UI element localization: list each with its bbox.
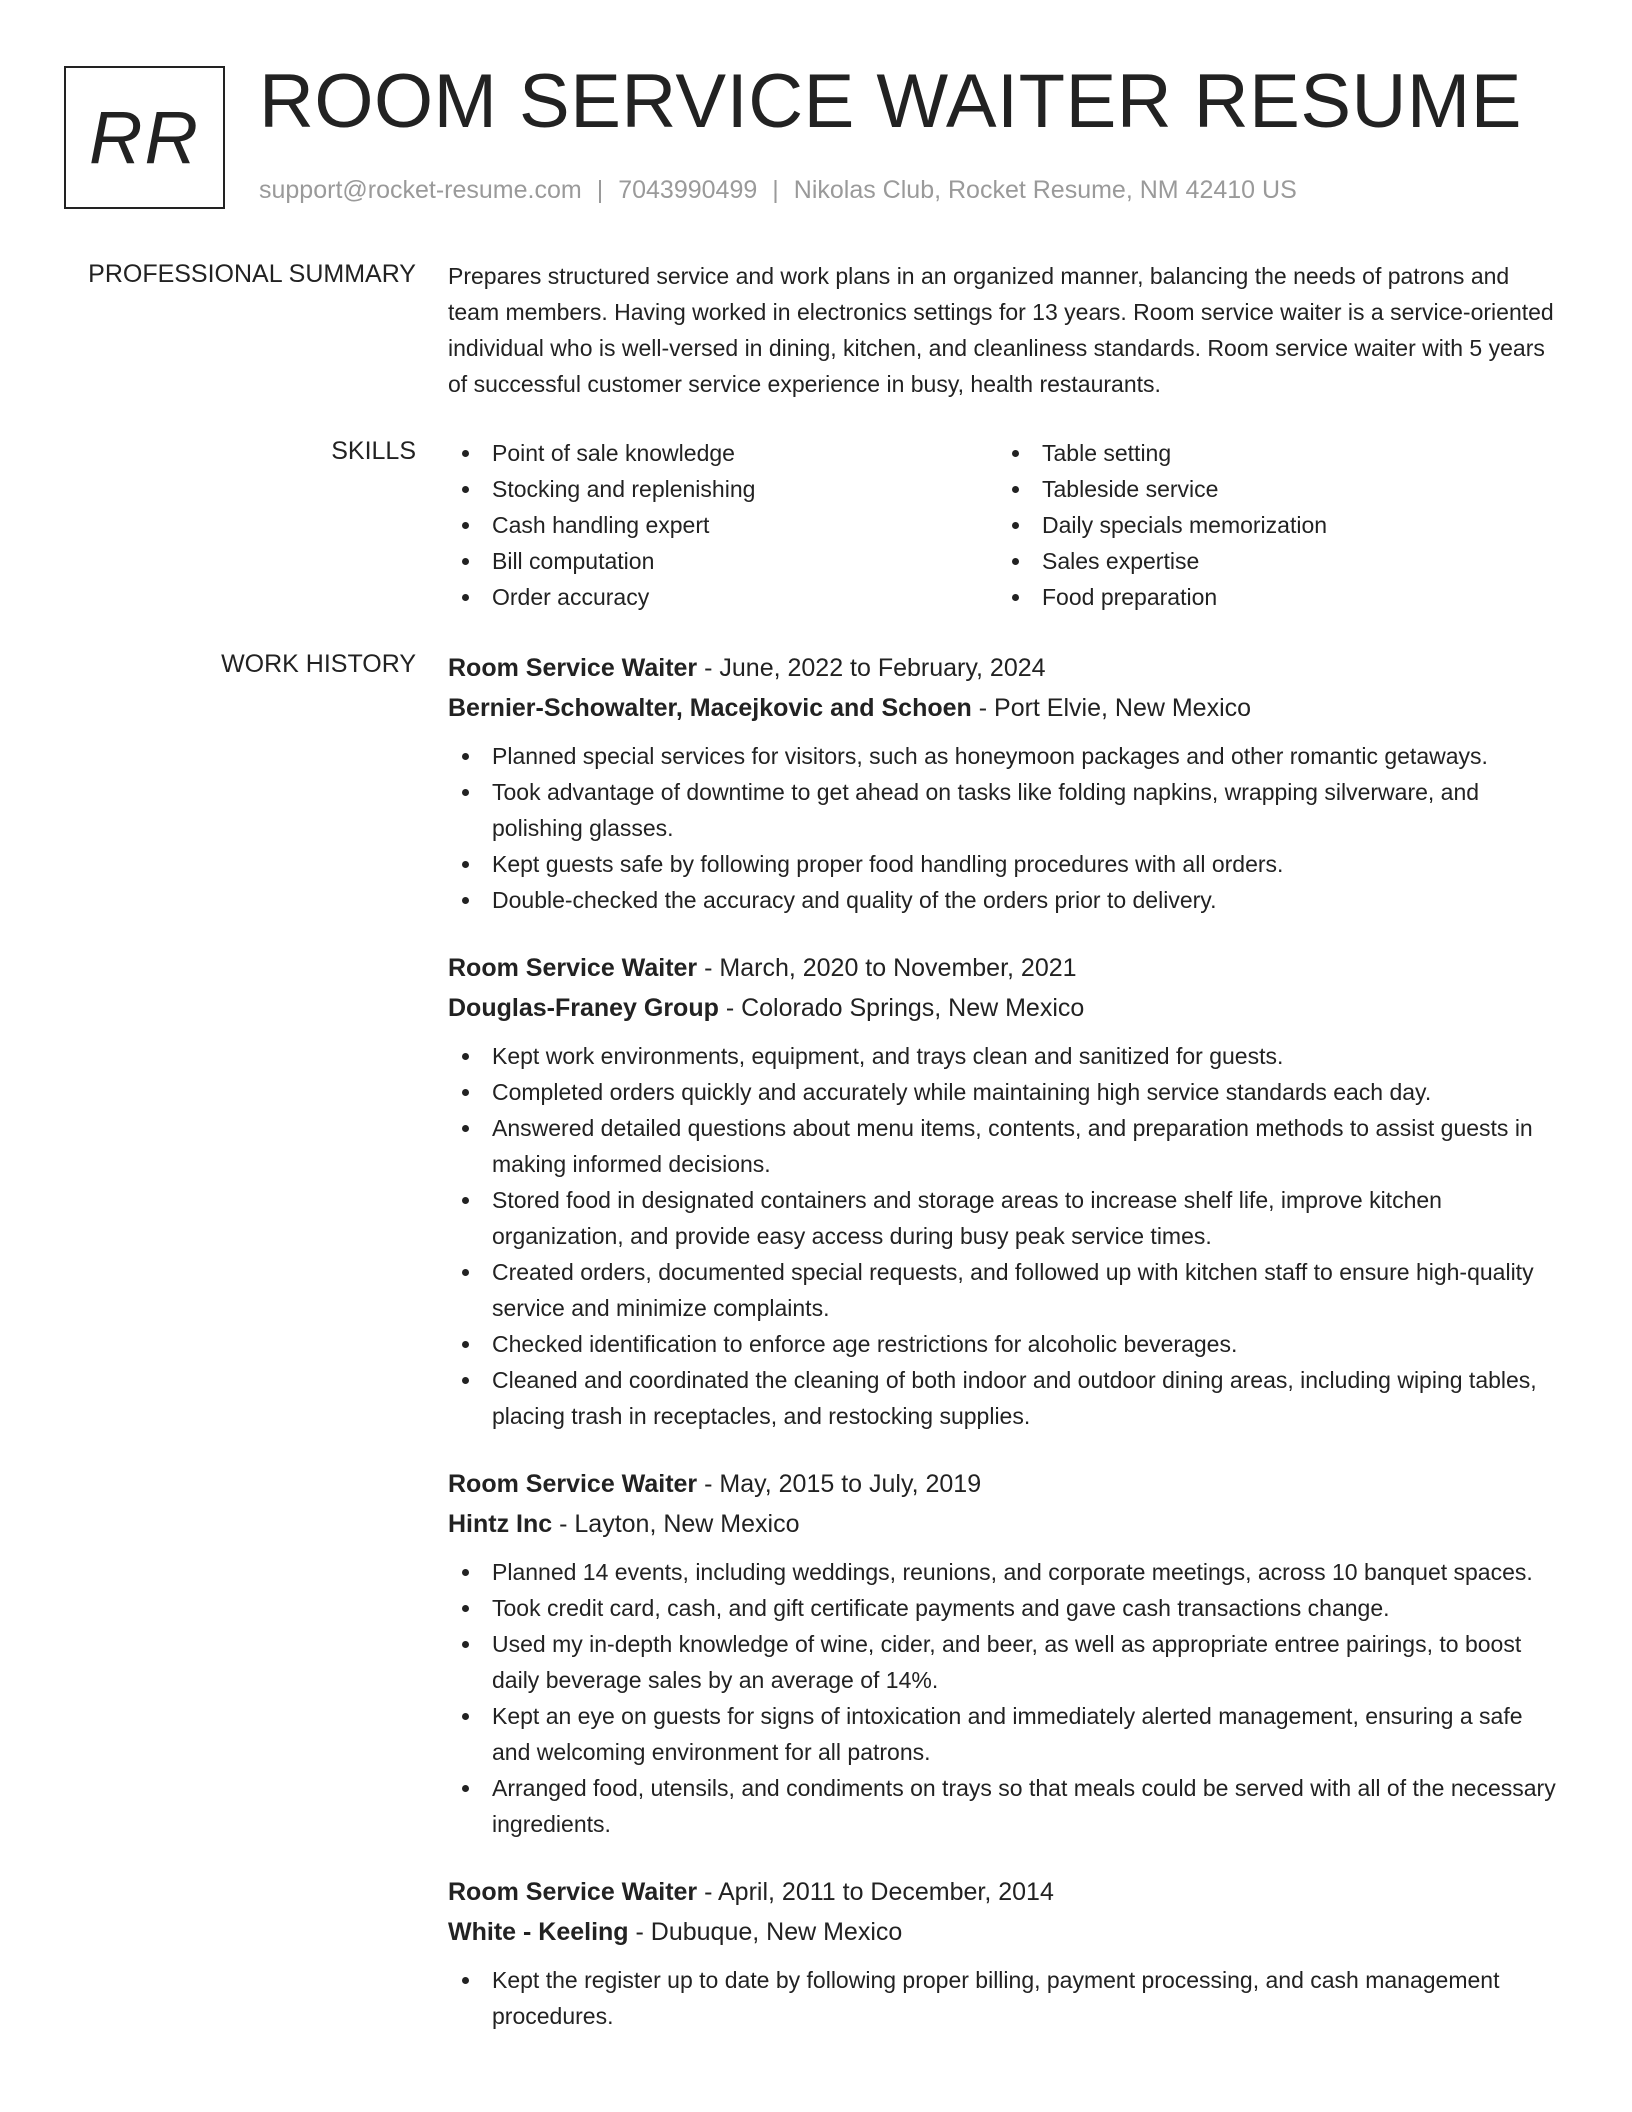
job-bullets <box>448 738 1566 918</box>
job-title-line <box>448 648 1566 688</box>
job-bullet: Double-checked the accuracy and quality of the orders prior to delivery. <box>448 882 1566 918</box>
contact-phone: 7043990499 <box>618 176 758 204</box>
job-bullet: Arranged food, utensils, and condiments on trays so that meals could be served with all of the necessary ingredients. <box>448 1770 1566 1842</box>
job-dates: - March, 2020 to November, 2021 <box>697 954 1077 982</box>
job-bullets <box>448 1962 1566 2034</box>
job-title-line <box>448 1872 1566 1912</box>
job-bullet: Cleaned and coordinated the cleaning of both indoor and outdoor dining areas, including wiping tables, placing trash in receptacles, and restocking supplies. <box>448 1362 1566 1434</box>
resume-header <box>64 59 1564 210</box>
skill-item: Tableside service <box>998 471 1548 507</box>
skill-item: Point of sale knowledge <box>448 435 998 471</box>
skill-item: Cash handling expert <box>448 507 998 543</box>
summary-text: Prepares structured service and work plans in an organized manner, balancing the needs of patrons and team members. Having worked in electronics settings for 13 years. Room service waiter is a service-oriented individual who is well-versed in dining, kitchen, and cleanliness standards. Room service waiter with 5 years of successful customer service experience in busy, health restaurants. <box>448 263 1554 397</box>
contact-separator: | <box>596 176 604 204</box>
job-title: Room Service Waiter <box>448 1878 698 1906</box>
skills-list-right <box>998 435 1548 615</box>
job-bullet: Planned 14 events, including weddings, reunions, and corporate meetings, across 10 banquet spaces. <box>448 1554 1566 1590</box>
job-bullet: Used my in-depth knowledge of wine, cider, and beer, as well as appropriate entree pairings, to boost daily beverage sales by an average of 14%. <box>448 1626 1566 1698</box>
skill-item: Sales expertise <box>998 543 1548 579</box>
job-dates: - April, 2011 to December, 2014 <box>697 1878 1054 1906</box>
job-dates: - May, 2015 to July, 2019 <box>697 1470 982 1498</box>
skill-item: Daily specials memorization <box>998 507 1548 543</box>
job-bullet: Created orders, documented special requests, and followed up with kitchen staff to ensure high-quality service and minimize complaints. <box>448 1254 1566 1326</box>
job-entry <box>448 948 1566 1434</box>
contact-separator: | <box>772 176 779 204</box>
job-bullet: Kept work environments, equipment, and trays clean and sanitized for guests. <box>448 1038 1566 1074</box>
skills-label: SKILLS <box>331 437 416 465</box>
job-bullet: Took credit card, cash, and gift certificate payments and gave cash transactions change. <box>448 1590 1566 1626</box>
job-bullet: Kept an eye on guests for signs of intoxication and immediately alerted management, ensuring a safe and welcoming environment for all patrons. <box>448 1698 1566 1770</box>
job-title-line <box>448 948 1566 988</box>
job-company-line <box>448 1504 1566 1544</box>
job-company-line <box>448 688 1566 728</box>
job-entry <box>448 648 1566 918</box>
job-title: Room Service Waiter <box>448 1470 698 1498</box>
contact-address: Nikolas Club, Rocket Resume, NM 42410 US <box>793 176 1297 204</box>
job-bullets <box>448 1038 1566 1434</box>
job-company: Douglas-Franey Group <box>448 994 719 1022</box>
job-company: White - Keeling <box>448 1918 629 1946</box>
job-location: - Dubuque, New Mexico <box>628 1918 903 1946</box>
job-location: - Colorado Springs, New Mexico <box>718 994 1085 1022</box>
job-location: - Layton, New Mexico <box>552 1510 800 1538</box>
skill-item: Food preparation <box>998 579 1548 615</box>
job-bullet: Planned special services for visitors, such as honeymoon packages and other romantic getaways. <box>448 738 1566 774</box>
resume-title: ROOM SERVICE WAITER RESUME <box>259 59 1522 144</box>
skill-item: Stocking and replenishing <box>448 471 998 507</box>
summary-label: PROFESSIONAL SUMMARY <box>88 260 416 288</box>
job-bullet: Kept the register up to date by following proper billing, payment processing, and cash management procedures. <box>448 1962 1566 2034</box>
job-company-line <box>448 1912 1566 1952</box>
job-company-line <box>448 988 1566 1028</box>
summary-body <box>448 258 1566 402</box>
skill-item: Order accuracy <box>448 579 998 615</box>
skills-grid <box>448 435 1566 615</box>
work-history-body <box>448 648 1566 2034</box>
job-company: Bernier-Schowalter, Macejkovic and Schoen <box>448 694 972 722</box>
job-bullet: Stored food in designated containers and storage areas to increase shelf life, improve kitchen organization, and provide easy access during busy peak service times. <box>448 1182 1566 1254</box>
job-bullet: Checked identification to enforce age restrictions for alcoholic beverages. <box>448 1326 1566 1362</box>
monogram-box: RR <box>64 66 225 209</box>
skill-item: Table setting <box>998 435 1548 471</box>
job-company: Hintz Inc <box>448 1510 553 1538</box>
job-dates: - June, 2022 to February, 2024 <box>697 654 1046 682</box>
job-bullet: Took advantage of downtime to get ahead on tasks like folding napkins, wrapping silverware, and polishing glasses. <box>448 774 1566 846</box>
job-bullet: Answered detailed questions about menu items, contents, and preparation methods to assist guests in making informed decisions. <box>448 1110 1566 1182</box>
work-history-label: WORK HISTORY <box>221 650 416 678</box>
skills-list-left <box>448 435 998 615</box>
skill-item: Bill computation <box>448 543 998 579</box>
job-title: Room Service Waiter <box>448 954 698 982</box>
job-location: - Port Elvie, New Mexico <box>971 694 1252 722</box>
job-bullet: Kept guests safe by following proper food handling procedures with all orders. <box>448 846 1566 882</box>
job-bullet: Completed orders quickly and accurately while maintaining high service standards each day. <box>448 1074 1566 1110</box>
job-title-line <box>448 1464 1566 1504</box>
contact-email: support@rocket-resume.com <box>259 176 582 204</box>
contact-line <box>259 176 1297 205</box>
job-bullets <box>448 1554 1566 1842</box>
job-entry <box>448 1872 1566 2034</box>
job-title: Room Service Waiter <box>448 654 698 682</box>
job-entry <box>448 1464 1566 1842</box>
